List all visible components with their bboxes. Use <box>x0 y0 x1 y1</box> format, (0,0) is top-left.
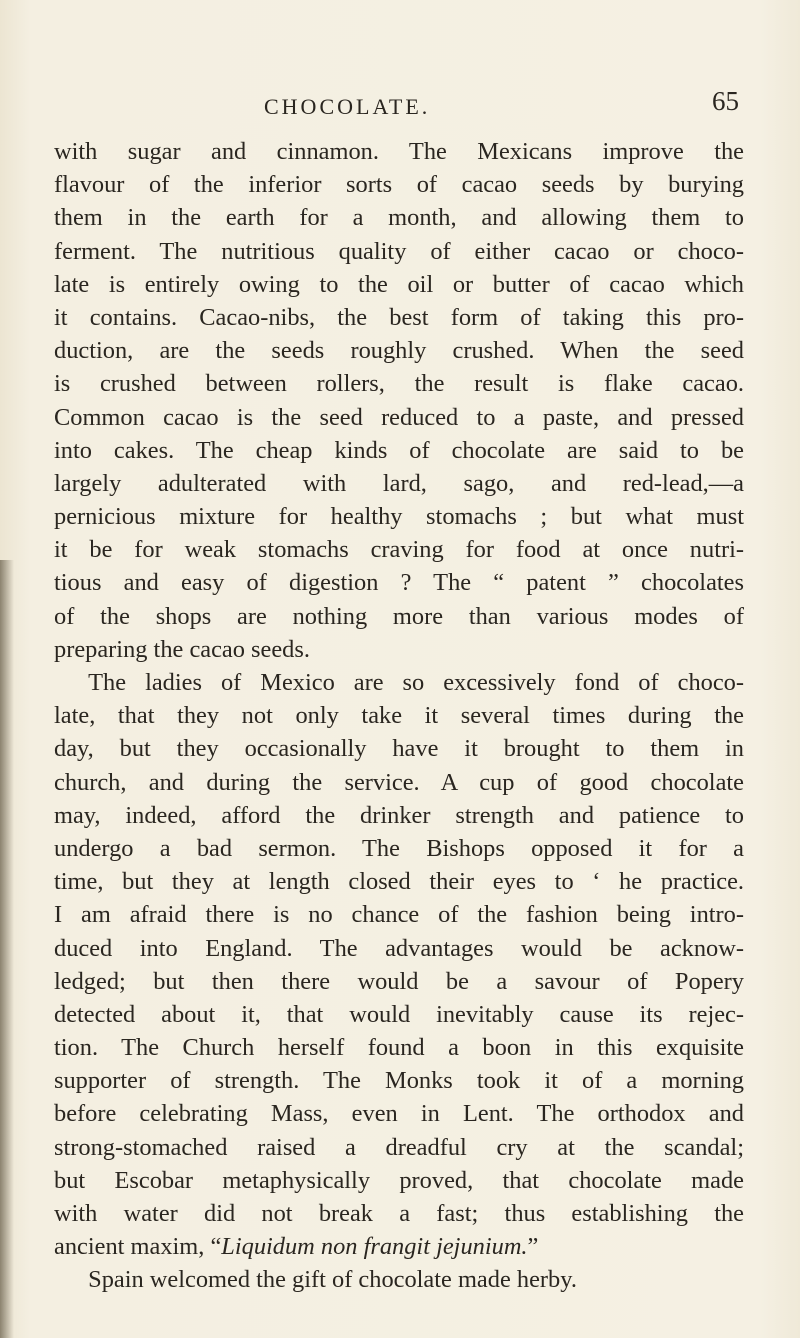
text-run: ” <box>527 1233 539 1261</box>
text-line: Common cacao is the seed reduced to a paste, and pressed <box>54 403 744 431</box>
running-head <box>0 86 800 126</box>
text-line: tious and easy of digestion ? The “ patent ” chocolates <box>54 569 744 597</box>
latin-maxim: Liquidum non frangit jejunium. <box>221 1233 528 1261</box>
text-run: ancient maxim, “ <box>54 1233 222 1261</box>
text-line: preparing the cacao seeds. <box>54 635 310 663</box>
running-title: CHOCOLATE. <box>264 94 431 119</box>
text-line: into cakes. The cheap kinds of chocolate are said to be <box>54 436 744 464</box>
binding-shadow <box>0 560 14 1338</box>
body-text <box>54 135 744 1297</box>
text-line: supporter of strength. The Monks took it of a morning <box>54 1067 744 1095</box>
text-line: I am afraid there is no chance of the fashion being intro- <box>54 901 744 929</box>
text-line: it be for weak stomachs craving for food at once nutri- <box>54 536 744 564</box>
text-line: undergo a bad sermon. The Bishops opposed it for a <box>54 834 744 862</box>
text-line: before celebrating Mass, even in Lent. The orthodox and <box>54 1100 744 1128</box>
text-line: late, that they not only take it several times during the <box>54 702 744 730</box>
text-line: detected about it, that would inevitably cause its rejec- <box>54 1000 744 1028</box>
page-number: 65 <box>712 86 739 116</box>
text-line: strong-stomached raised a dreadful cry at the scandal; <box>54 1133 744 1161</box>
text-line: duced into England. The advantages would be acknow- <box>54 934 744 962</box>
text-line: tion. The Church herself found a boon in this exquisite <box>54 1034 744 1062</box>
text-line: day, but they occasionally have it brought to them in <box>54 735 744 763</box>
text-line: church, and during the service. A cup of good chocolate <box>54 768 744 796</box>
text-line: largely adulterated with lard, sago, and red-lead,—a <box>54 469 744 497</box>
text-line: The ladies of Mexico are so excessively fond of choco- <box>88 669 744 696</box>
text-line: with sugar and cinnamon. The Mexicans improve the <box>54 138 744 165</box>
text-line: time, but they at length closed their eyes to ‘ he practice. <box>54 868 744 896</box>
text-line: it contains. Cacao-nibs, the best form of taking this pro- <box>54 303 744 331</box>
text-line: them in the earth for a month, and allowing them to <box>54 204 744 232</box>
text-line: ledged; but then there would be a savour of Popery <box>54 967 744 995</box>
text-line: but Escobar metaphysically proved, that chocolate made <box>54 1166 744 1194</box>
text-line: duction, are the seeds roughly crushed. When the seed <box>54 337 744 365</box>
text-line: Spain welcomed the gift of chocolate made herby. <box>88 1266 577 1294</box>
text-line: flavour of the inferior sorts of cacao seeds by burying <box>54 171 744 199</box>
text-line: ferment. The nutritious quality of either cacao or choco- <box>54 237 744 265</box>
text-line: is crushed between rollers, the result is flake cacao. <box>54 370 744 398</box>
text-line <box>54 1230 744 1263</box>
text-line: pernicious mixture for healthy stomachs ; but what must <box>54 503 744 531</box>
text-line: with water did not break a fast; thus establishing the <box>54 1200 744 1227</box>
text-line: of the shops are nothing more than various modes of <box>54 602 744 630</box>
text-line: late is entirely owing to the oil or butter of cacao which <box>54 270 744 298</box>
text-line: may, indeed, afford the drinker strength and patience to <box>54 801 744 829</box>
